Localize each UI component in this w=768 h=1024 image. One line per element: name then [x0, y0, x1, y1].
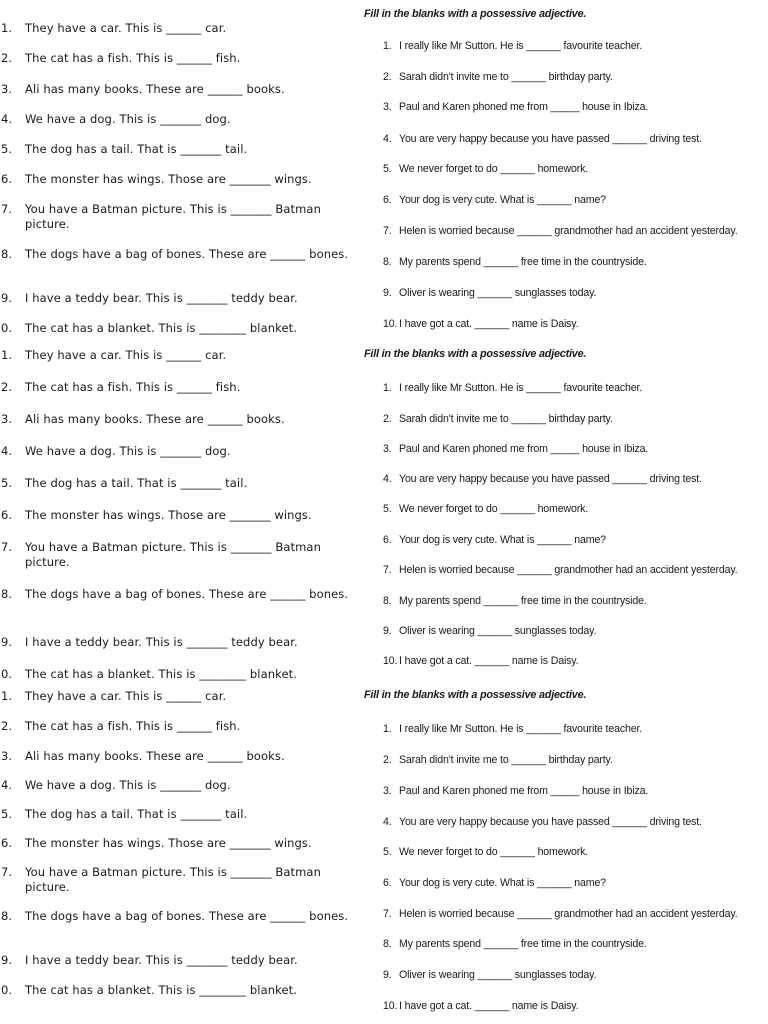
item-text: Paul and Karen phoned me from _____ house in Ibiza. [399, 785, 649, 797]
item-number: 8. [1, 587, 13, 601]
right-item [383, 317, 578, 331]
item-number: 3. [383, 785, 392, 797]
item-text: Sarah didn't invite me to ______ birthday party. [399, 754, 613, 766]
item-number: 4. [383, 133, 392, 145]
right-item [383, 907, 738, 921]
item-number: 9. [383, 287, 392, 299]
item-number: 1. [383, 40, 392, 52]
item-text: The dogs have a bag of bones. These are ______ bones. [25, 587, 349, 601]
item-number: 1. [1, 21, 13, 35]
item-number: 10. [383, 318, 398, 330]
right-item [383, 624, 596, 638]
item-number: 1. [383, 723, 392, 735]
left-item [0, 82, 350, 97]
item-number: 10. [383, 1000, 398, 1012]
item-number: 9. [1, 635, 13, 649]
right-item [383, 722, 642, 736]
item-text: I really like Mr Sutton. He is ______ favourite teacher. [399, 723, 643, 735]
item-text: The monster has wings. Those are _______ wings. [25, 836, 312, 850]
item-number: 5. [1, 807, 13, 821]
item-number: 6. [383, 534, 392, 546]
item-text: Your dog is very cute. What is ______ name? [399, 534, 606, 546]
left-item [0, 51, 350, 66]
item-number: 4. [1, 778, 13, 792]
item-number: 2. [1, 719, 13, 733]
item-number: 3. [1, 412, 13, 426]
item-number: 7. [1, 202, 13, 216]
item-text: We have a dog. This is _______ dog. [25, 444, 231, 458]
item-number: 7. [1, 540, 13, 554]
item-text: The cat has a fish. This is ______ fish. [25, 719, 241, 733]
item-text: The dog has a tail. That is _______ tail. [25, 807, 248, 821]
right-item [383, 442, 648, 456]
item-number: 8. [383, 938, 392, 950]
left-item [0, 321, 350, 336]
item-number: 8. [383, 256, 392, 268]
item-text: The cat has a fish. This is ______ fish. [25, 380, 241, 394]
right-item [383, 472, 702, 486]
right-exercise-column [364, 0, 768, 1024]
left-item [0, 667, 350, 682]
item-text: You have a Batman picture. This is _______ Batman picture. [25, 202, 321, 231]
item-text: The dogs have a bag of bones. These are ______ bones. [25, 247, 349, 261]
item-text: I have got a cat. ______ name is Daisy. [399, 1000, 579, 1012]
item-number: 9. [383, 625, 392, 637]
left-item [0, 21, 350, 36]
right-item [383, 999, 578, 1013]
item-number: 2. [383, 71, 392, 83]
left-item [0, 444, 350, 459]
item-text: Helen is worried because ______ grandmother had an accident yesterday. [399, 908, 738, 920]
right-item [383, 654, 578, 668]
left-item [0, 587, 350, 602]
right-item [383, 193, 606, 207]
item-number: 9. [1, 953, 13, 967]
item-number: 3. [383, 101, 392, 113]
item-text: You have a Batman picture. This is _______ Batman picture. [25, 865, 321, 894]
item-number: 1. [1, 689, 13, 703]
item-text: Paul and Karen phoned me from _____ house in Ibiza. [399, 443, 649, 455]
right-item [383, 845, 588, 859]
right-item [383, 502, 588, 516]
item-text: The monster has wings. Those are _______ wings. [25, 172, 312, 186]
item-text: My parents spend ______ free time in the countryside. [399, 256, 647, 268]
item-text: You have a Batman picture. This is _______ Batman picture. [25, 540, 321, 569]
item-number: 0. [1, 983, 13, 997]
item-text: Your dog is very cute. What is ______ name? [399, 194, 606, 206]
item-text: We have a dog. This is _______ dog. [25, 778, 231, 792]
item-number: 8. [383, 595, 392, 607]
item-text: Sarah didn't invite me to ______ birthday party. [399, 413, 613, 425]
item-text: Ali has many books. These are ______ books. [25, 412, 285, 426]
item-text: I have a teddy bear. This is _______ teddy bear. [25, 635, 298, 649]
left-item [0, 836, 350, 851]
item-number: 2. [1, 380, 13, 394]
right-item [383, 412, 613, 426]
left-item [0, 508, 350, 523]
left-item [0, 983, 350, 998]
item-text: The cat has a blanket. This is ________ blanket. [25, 321, 298, 335]
item-text: I have got a cat. ______ name is Daisy. [399, 318, 579, 330]
item-number: 6. [383, 877, 392, 889]
item-number: 9. [1, 291, 13, 305]
item-number: 4. [1, 112, 13, 126]
item-number: 5. [1, 142, 13, 156]
left-item [0, 142, 350, 157]
item-number: 2. [383, 413, 392, 425]
left-item [0, 635, 350, 650]
section-heading: Fill in the blanks with a possessive adjective. [364, 8, 587, 20]
item-text: We never forget to do ______ homework. [399, 163, 589, 175]
item-number: 9. [383, 969, 392, 981]
right-item [383, 132, 702, 146]
right-item [383, 255, 647, 269]
left-item [0, 540, 350, 570]
item-number: 2. [383, 754, 392, 766]
item-text: They have a car. This is ______ car. [25, 348, 227, 362]
item-text: Oliver is wearing ______ sunglasses today. [399, 287, 597, 299]
item-text: I have a teddy bear. This is _______ teddy bear. [25, 953, 298, 967]
item-text: My parents spend ______ free time in the countryside. [399, 595, 647, 607]
item-number: 2. [1, 51, 13, 65]
item-number: 7. [383, 908, 392, 920]
item-number: 6. [1, 172, 13, 186]
right-item [383, 937, 647, 951]
right-item [383, 563, 738, 577]
right-item [383, 224, 738, 238]
item-text: Sarah didn't invite me to ______ birthday party. [399, 71, 613, 83]
item-text: We have a dog. This is _______ dog. [25, 112, 231, 126]
left-item [0, 749, 350, 764]
item-number: 0. [1, 321, 13, 335]
item-number: 4. [383, 473, 392, 485]
right-item [383, 381, 642, 395]
item-text: The cat has a fish. This is ______ fish. [25, 51, 241, 65]
section-heading: Fill in the blanks with a possessive adjective. [364, 348, 587, 360]
item-number: 10. [383, 655, 398, 667]
left-item [0, 412, 350, 427]
left-item [0, 909, 350, 924]
left-item [0, 172, 350, 187]
item-text: Oliver is wearing ______ sunglasses today. [399, 969, 597, 981]
left-item [0, 202, 350, 232]
right-item [383, 968, 596, 982]
item-text: They have a car. This is ______ car. [25, 21, 227, 35]
item-text: Ali has many books. These are ______ books. [25, 749, 285, 763]
item-text: Ali has many books. These are ______ books. [25, 82, 285, 96]
item-number: 0. [1, 667, 13, 681]
item-text: My parents spend ______ free time in the countryside. [399, 938, 647, 950]
item-number: 4. [383, 816, 392, 828]
right-item [383, 100, 648, 114]
item-number: 7. [383, 564, 392, 576]
item-text: You are very happy because you have passed ______ driving test. [399, 473, 702, 485]
item-text: You are very happy because you have passed ______ driving test. [399, 816, 702, 828]
item-number: 3. [383, 443, 392, 455]
item-text: I really like Mr Sutton. He is ______ favourite teacher. [399, 382, 643, 394]
section-heading: Fill in the blanks with a possessive adjective. [364, 689, 587, 701]
right-item [383, 876, 606, 890]
item-text: Your dog is very cute. What is ______ name? [399, 877, 606, 889]
left-item [0, 719, 350, 734]
item-number: 7. [383, 225, 392, 237]
right-item [383, 815, 702, 829]
item-number: 5. [383, 846, 392, 858]
right-item [383, 162, 588, 176]
left-item [0, 476, 350, 491]
item-text: They have a car. This is ______ car. [25, 689, 227, 703]
item-number: 5. [1, 476, 13, 490]
item-number: 7. [1, 865, 13, 879]
item-text: I really like Mr Sutton. He is ______ favourite teacher. [399, 40, 643, 52]
item-number: 5. [383, 503, 392, 515]
item-text: Helen is worried because ______ grandmother had an accident yesterday. [399, 225, 738, 237]
left-item [0, 865, 350, 895]
item-number: 8. [1, 247, 13, 261]
item-text: Paul and Karen phoned me from _____ house in Ibiza. [399, 101, 649, 113]
item-text: The monster has wings. Those are _______ wings. [25, 508, 312, 522]
item-text: We never forget to do ______ homework. [399, 846, 589, 858]
right-item [383, 594, 647, 608]
item-text: I have a teddy bear. This is _______ teddy bear. [25, 291, 298, 305]
left-item [0, 247, 350, 262]
item-text: I have got a cat. ______ name is Daisy. [399, 655, 579, 667]
item-number: 4. [1, 444, 13, 458]
left-exercise-column [0, 0, 350, 1024]
item-number: 1. [1, 348, 13, 362]
left-item [0, 778, 350, 793]
right-item [383, 39, 642, 53]
item-number: 3. [1, 82, 13, 96]
item-text: We never forget to do ______ homework. [399, 503, 589, 515]
item-text: Oliver is wearing ______ sunglasses today. [399, 625, 597, 637]
item-number: 3. [1, 749, 13, 763]
item-text: The dog has a tail. That is _______ tail. [25, 142, 248, 156]
item-number: 6. [383, 194, 392, 206]
right-item [383, 753, 613, 767]
left-item [0, 953, 350, 968]
item-number: 8. [1, 909, 13, 923]
left-item [0, 112, 350, 127]
right-item [383, 286, 596, 300]
item-text: The cat has a blanket. This is ________ blanket. [25, 983, 298, 997]
right-item [383, 533, 606, 547]
item-text: The cat has a blanket. This is ________ blanket. [25, 667, 298, 681]
item-number: 5. [383, 163, 392, 175]
left-item [0, 291, 350, 306]
right-item [383, 784, 648, 798]
left-item [0, 689, 350, 704]
item-text: The dogs have a bag of bones. These are ______ bones. [25, 909, 349, 923]
left-item [0, 807, 350, 822]
item-text: Helen is worried because ______ grandmother had an accident yesterday. [399, 564, 738, 576]
right-item [383, 70, 613, 84]
item-text: You are very happy because you have passed ______ driving test. [399, 133, 702, 145]
item-number: 6. [1, 836, 13, 850]
left-item [0, 380, 350, 395]
item-number: 6. [1, 508, 13, 522]
left-item [0, 348, 350, 363]
item-number: 1. [383, 382, 392, 394]
item-text: The dog has a tail. That is _______ tail. [25, 476, 248, 490]
